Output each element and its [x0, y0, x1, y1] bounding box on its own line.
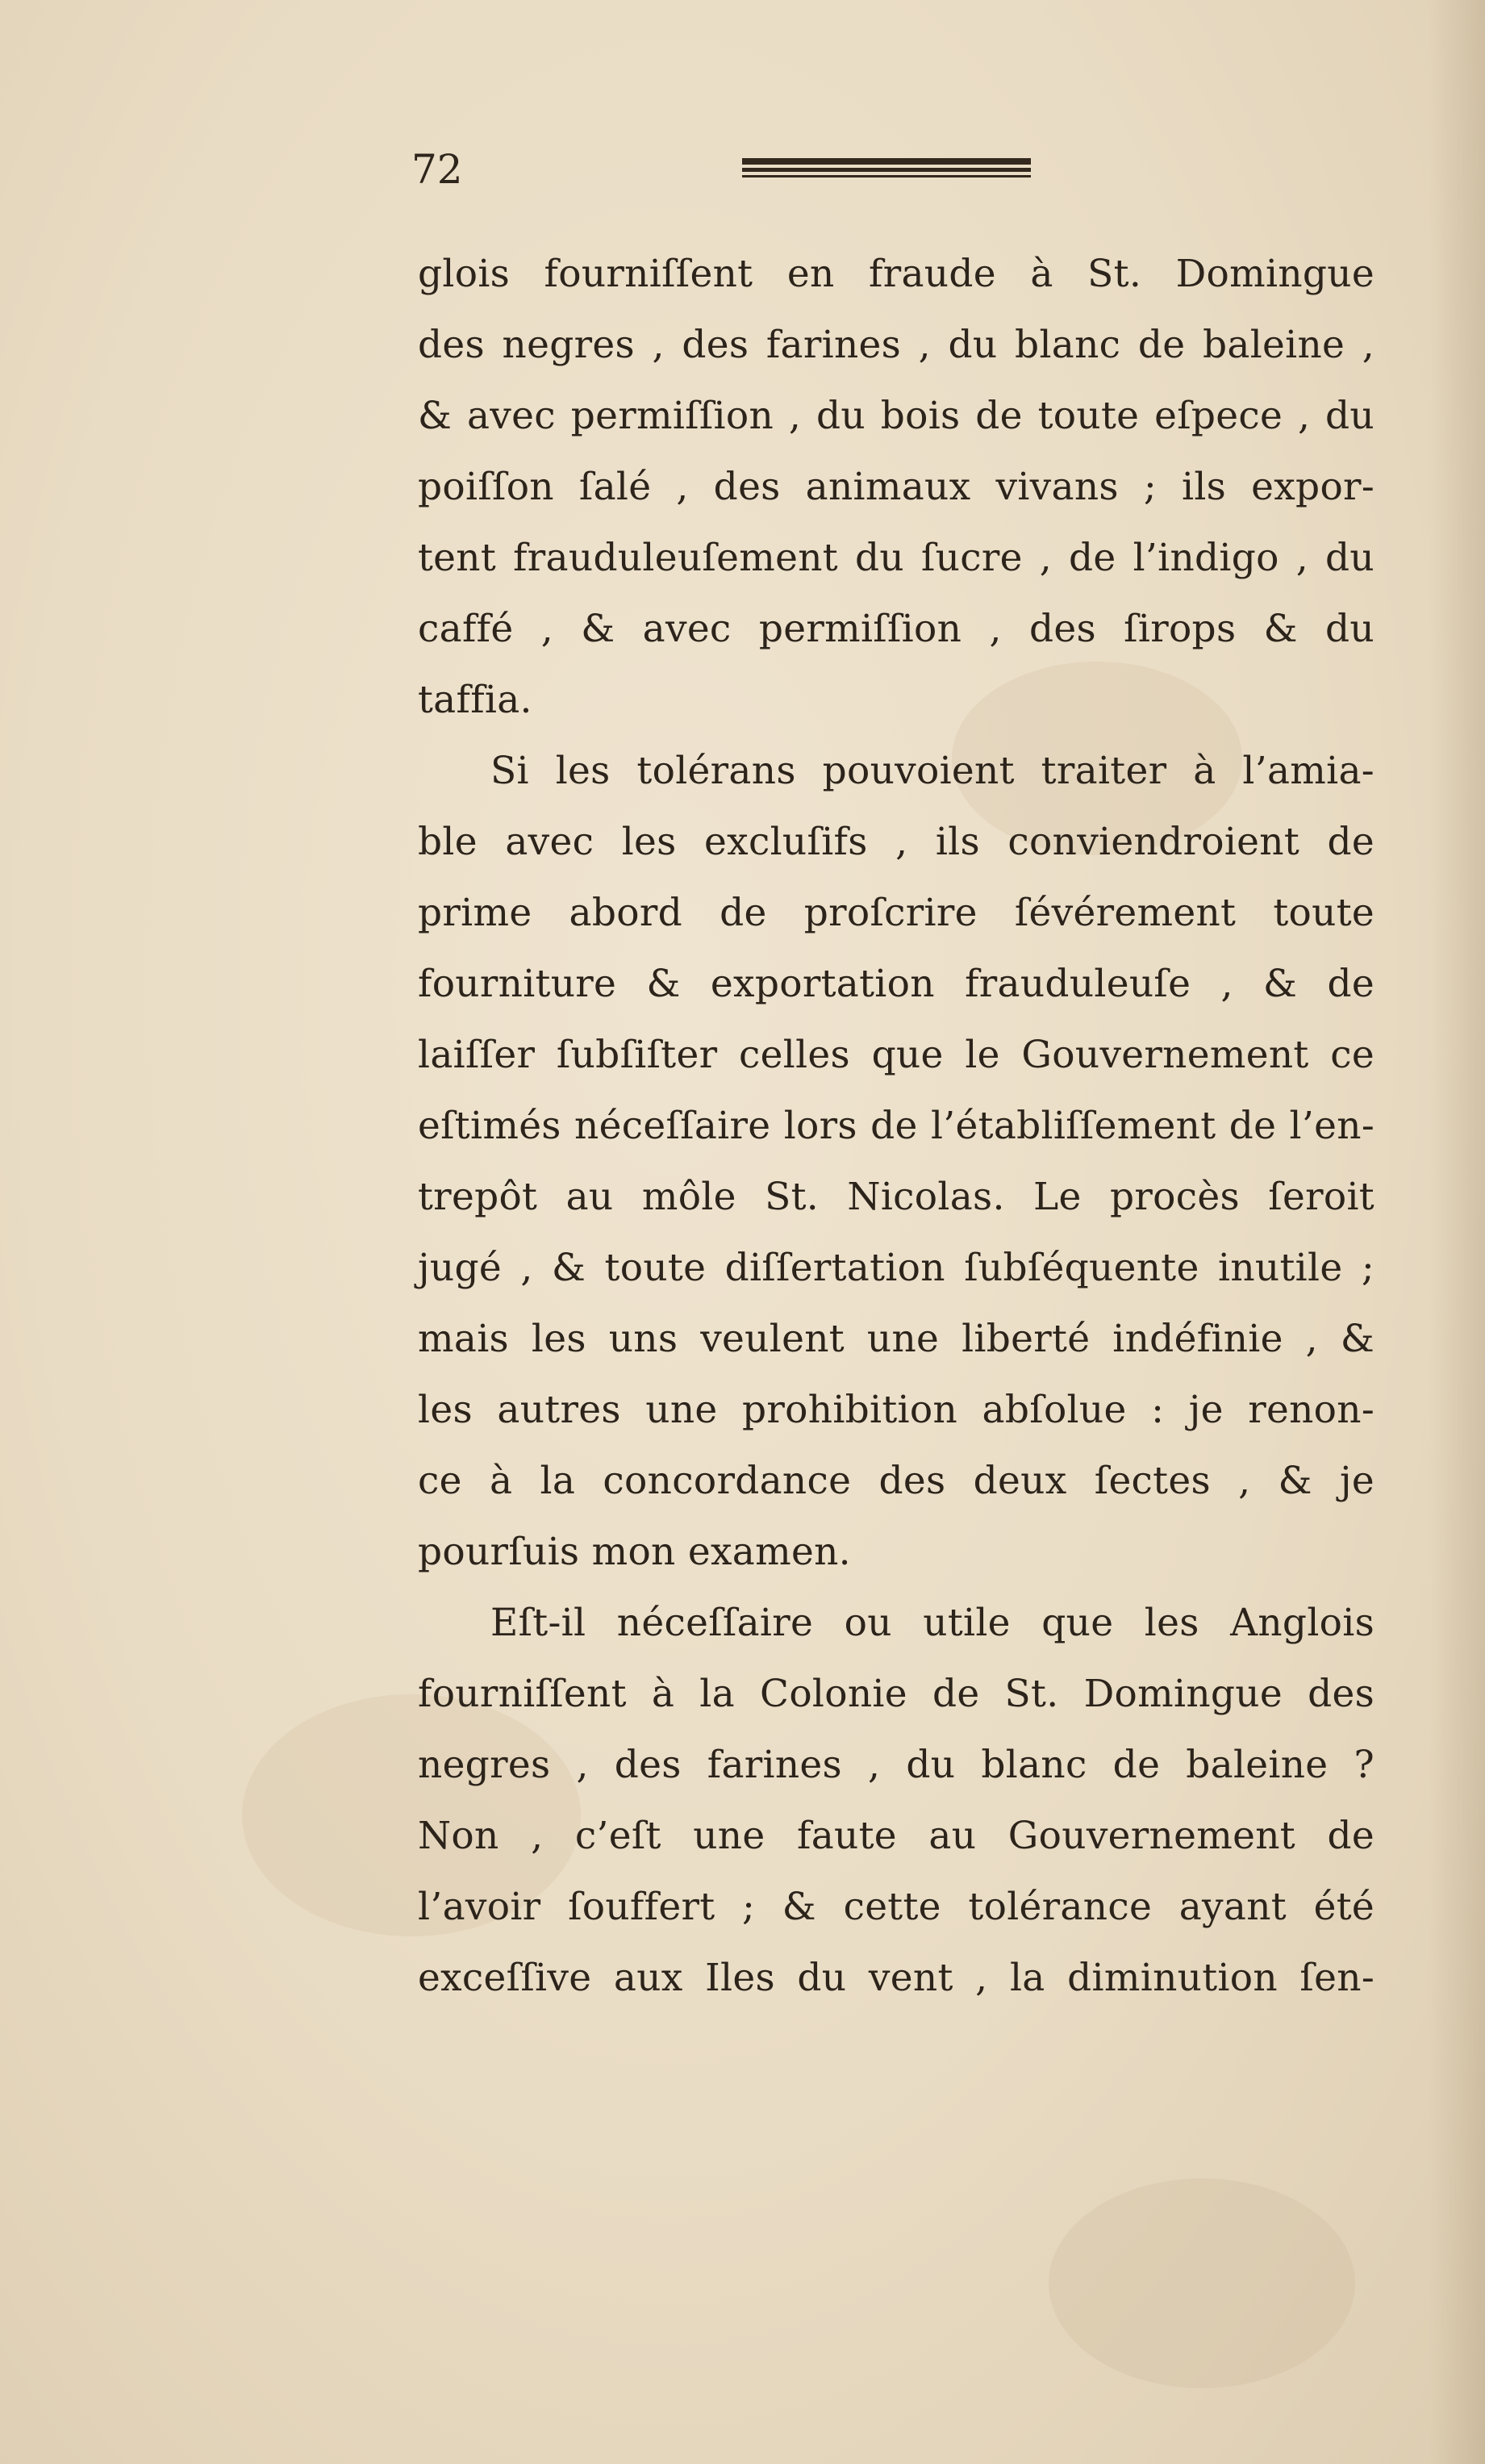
- text-line: exceſſive aux Iles du vent , la diminution ſen-: [418, 1956, 1374, 2000]
- header-rule: [742, 158, 1031, 181]
- text-line: Si les tolérans pouvoient traiter à l’amia-: [490, 749, 1374, 793]
- text-line: tent frauduleuſement du ſucre , de l’indigo , du: [418, 536, 1374, 580]
- text-line: fourniture & exportation frauduleuſe , & de: [418, 962, 1374, 1006]
- paper-stain: [1049, 2178, 1355, 2388]
- text-line: des negres , des farines , du blanc de baleine ,: [418, 323, 1374, 367]
- text-line: ce à la concordance des deux ſectes , & je: [418, 1459, 1374, 1503]
- text-line: laiſſer ſubſiſter celles que le Gouvernement ce: [418, 1033, 1374, 1077]
- text-line: jugé , & toute diſſertation ſubſéquente inutile ;: [418, 1246, 1374, 1290]
- text-line: l’avoir ſouffert ; & cette tolérance ayant été: [418, 1885, 1374, 1929]
- text-line: caffé , & avec permiſſion , des ſirops & du: [418, 607, 1374, 651]
- text-line: Non , c’eſt une faute au Gouvernement de: [418, 1814, 1374, 1858]
- page-edge-shadow: [1429, 0, 1485, 2464]
- text-line: pourſuis mon examen.: [418, 1530, 851, 1574]
- text-line: Eſt-il néceſſaire ou utile que les Anglois: [490, 1601, 1374, 1645]
- text-line: eſtimés néceſſaire lors de l’établiſſement de l’en-: [418, 1104, 1374, 1148]
- text-line: taffia.: [418, 678, 532, 722]
- text-line: poiſſon ſalé , des animaux vivans ; ils expor-: [418, 465, 1374, 509]
- text-line: mais les uns veulent une liberté indéfinie , &: [418, 1317, 1374, 1361]
- paragraph: [418, 239, 1374, 736]
- text-line: les autres une prohibition abſolue : je renon-: [418, 1388, 1374, 1432]
- text-line: & avec permiſſion , du bois de toute eſpece , du: [418, 394, 1374, 438]
- body-text: [418, 239, 1374, 2014]
- text-line: negres , des farines , du blanc de baleine ?: [418, 1743, 1374, 1787]
- text-line: trepôt au môle St. Nicolas. Le procès ſeroit: [418, 1175, 1374, 1219]
- text-line: glois fourniſſent en fraude à St. Domingue: [418, 252, 1374, 296]
- text-line: ble avec les excluſifs , ils conviendroient de: [418, 820, 1374, 864]
- paragraph: [418, 736, 1374, 1588]
- text-line: prime abord de proſcrire ſévérement toute: [418, 891, 1374, 935]
- page-number: 72: [411, 146, 463, 193]
- text-line: fourniſſent à la Colonie de St. Domingue des: [418, 1672, 1374, 1716]
- paragraph: [418, 1588, 1374, 2014]
